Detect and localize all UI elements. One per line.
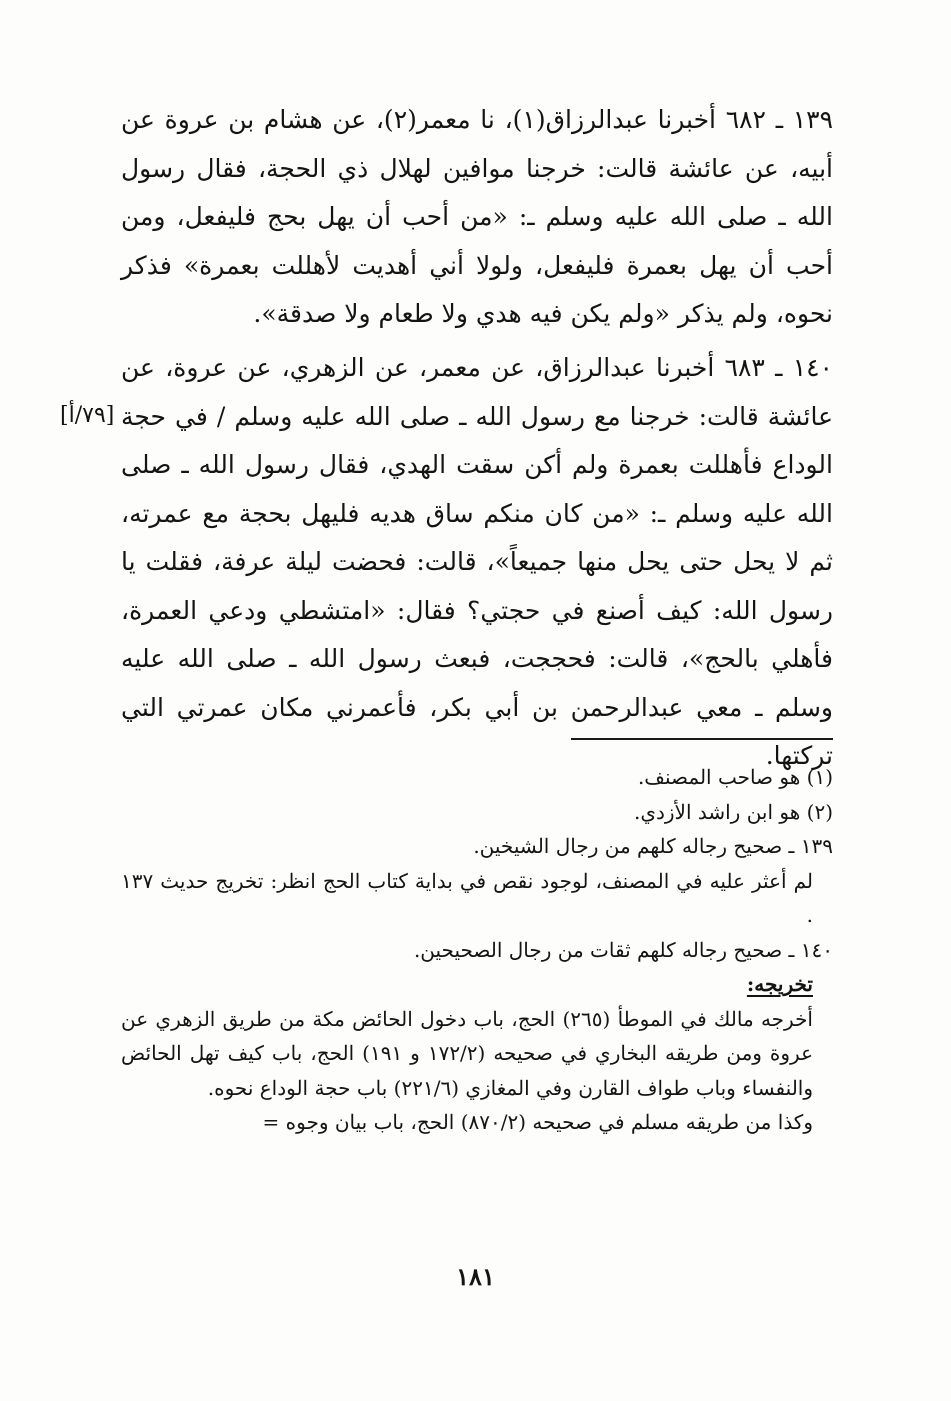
takhrij-heading: تخريجه: (746, 972, 813, 996)
note-140-grade: ١٤٠ ـ صحيح رجاله كلهم ثقات من رجال الصحيحين. (413, 937, 833, 962)
hadith-139-text: ١٣٩ ـ ٦٨٢ أخبرنا عبدالرزاق(١)، نا معمر(٢)، عن هشام بن عروة عن أبيه، عن عائشة قالت: خرجنا موافين لهلال ذي الحجة، فقال رسول الله ـ صلى الله عليه وسلم ـ: «من أحب أن يهل بحج فليفعل، ومن أحب أن يهل بعمرة فليفعل، ولولا أني أهديت لأهللت بعمرة» فذكر نحوه، ولم يذكر «ولم يكن فيه هدي ولا طعام ولا صدقة». (121, 105, 834, 328)
takhrij-paragraph-2: وكذا من طريقه مسلم في صحيحه (٨٧٠/٢) الحج، باب بيان وجوه = (262, 1110, 813, 1134)
manuscript-folio-marker: [٧٩/أ] (60, 403, 115, 428)
hadith-139 (121, 96, 833, 339)
footnote-1: (١) هو صاحب المصنف. (637, 765, 833, 789)
footnotes (121, 760, 833, 1140)
note-139-detail: لم أعثر عليه في المصنف، لوجود نقص في بداية كتاب الحج انظر: تخريج حديث ١٣٧ . (121, 868, 813, 927)
hadith-140 (121, 344, 833, 781)
hadith-140-text: ١٤٠ ـ ٦٨٣ أخبرنا عبدالرزاق، عن معمر، عن الزهري، عن عروة، عن عائشة قالت: خرجنا مع رسول الله ـ صلى الله عليه وسلم / في حجة الوداع فأهللت بعمرة ولم أكن سقت الهدي، فقال رسول الله ـ صلى الله عليه وسلم ـ: «من كان منكم ساق هديه فليهل بحجة مع عمرته، ثم لا يحل حتى يحل منها جميعاً»، قالت: فحضت ليلة عرفة، فقلت يا رسول الله: كيف أصنع في حجتي؟ فقال: «امتشطي ودعي العمرة، فأهلي بالحج»، قالت: فحججت، فبعث رسول الله ـ صلى الله عليه وسلم ـ معي عبدالرحمن بن أبي بكر، فأعمرني مكان عمرتي التي تركتها. (121, 353, 834, 770)
takhrij-paragraph-1: أخرجه مالك في الموطأ (٢٦٥) الحج، باب دخول الحائض مكة من طريق الزهري عن عروة ومن طريقه البخاري في صحيحه (١٧٢/٢ و ١٩١) الحج، باب كيف تهل الحائض والنفساء وباب طواف القارن وفي المغازي (٢٢١/٦) باب حجة الوداع نحوه. (121, 1006, 814, 1100)
footnote-2: (٢) هو ابن راشد الأزدي. (633, 799, 833, 824)
note-139-grade: ١٣٩ ـ صحيح رجاله كلهم من رجال الشيخين. (473, 834, 833, 858)
footnote-separator (571, 738, 833, 740)
page-number: ١٨١ (456, 1262, 495, 1291)
